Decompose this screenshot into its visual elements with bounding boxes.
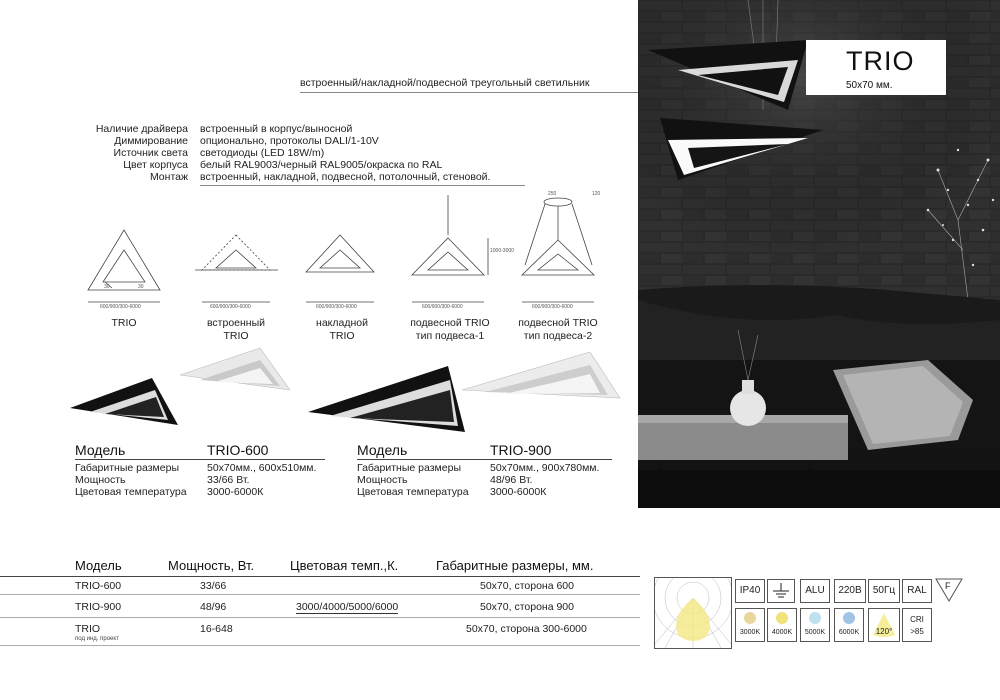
spec-value: светодиоды (LED 18W/m) <box>200 147 325 159</box>
cri-badge: CRI >85 <box>902 608 932 642</box>
f-class-label: F <box>945 581 951 591</box>
diag-mark-top2: 120 <box>592 191 601 197</box>
spec-label: Наличие драйвера <box>95 123 188 135</box>
diag-mark-30: 30 <box>138 284 144 290</box>
model1-row-value: 33/66 Вт. <box>207 474 250 486</box>
ral-badge: RAL <box>902 579 932 603</box>
model2-row-value: 50x70мм., 900x780мм. <box>490 462 600 474</box>
temp-color-dot <box>809 612 821 624</box>
model2-row-value: 48/96 Вт. <box>490 474 533 486</box>
diag-mark-top: 250 <box>548 191 557 197</box>
temp-3000-badge: 3000K <box>735 608 765 642</box>
table-cell-size: 50x70, сторона 900 <box>480 601 574 613</box>
temp-color-dot <box>744 612 756 624</box>
specs-divider <box>200 185 525 186</box>
diag-mark-30: 30 <box>104 284 110 290</box>
table-cell-model: TRIO <box>75 623 101 635</box>
spec-value: опционально, протоколы DALI/1-10V <box>200 135 379 147</box>
diag-dim: 600/900/300-6000 <box>532 304 573 310</box>
model1-name: TRIO-600 <box>207 442 269 458</box>
spec-value: встроенный, накладной, подвесной, потолочный, стеновой. <box>200 171 491 183</box>
table-header: Модель <box>75 558 122 573</box>
table-cell-power: 33/66 <box>200 580 227 592</box>
spec-label: Цвет корпуса <box>123 159 188 171</box>
diag-caption-builtin: встроенный TRIO <box>206 317 266 342</box>
diag-mark-hang: 1000-3000 <box>490 248 514 254</box>
model1-row-label: Цветовая температура <box>75 486 187 498</box>
mounting-diagrams <box>0 190 640 320</box>
table-row-divider <box>0 594 640 595</box>
table-header: Мощность, Вт. <box>168 558 255 573</box>
model2-row-value: 3000-6000К <box>490 486 547 498</box>
model1-row-label: Мощность <box>75 474 126 486</box>
temp-4000-badge: 4000K <box>767 608 797 642</box>
table-cell-size: 50x70, сторона 300-6000 <box>466 623 587 635</box>
ground-icon <box>767 579 795 603</box>
model1-header-label: Модель <box>75 442 126 458</box>
beam-angle-label: 120° <box>875 627 893 636</box>
frequency-badge: 50Гц <box>868 579 900 603</box>
table-row-divider <box>0 617 640 618</box>
diag-dim: 600/900/300-6000 <box>100 304 141 310</box>
table-cell-power: 48/96 <box>200 601 227 613</box>
light-distribution-icon <box>654 577 732 649</box>
beam-angle-badge <box>868 608 900 642</box>
model2-divider <box>357 459 612 460</box>
alu-badge: ALU <box>800 579 830 603</box>
product-size: 50x70 мм. <box>846 80 893 91</box>
spec-label: Монтаж <box>149 171 188 183</box>
tagline-divider <box>300 92 638 93</box>
table-cell-power: 16-648 <box>200 623 233 635</box>
table-header: Цветовая темп.,К. <box>290 558 399 573</box>
ip-rating-badge: IP40 <box>735 579 765 603</box>
diag-caption-surface: накладной TRIO <box>316 317 368 342</box>
temp-6000-badge: 6000K <box>834 608 864 642</box>
model1-divider <box>75 459 325 460</box>
model2-name: TRIO-900 <box>490 442 552 458</box>
title-box <box>806 40 946 95</box>
model2-row-label: Мощность <box>357 474 408 486</box>
model1-row-value: 3000-6000К <box>207 486 264 498</box>
table-cell-model: TRIO-900 <box>75 601 122 613</box>
table-cell-model: TRIO-600 <box>75 580 122 592</box>
table-header-divider <box>0 576 640 577</box>
spec-value: белый RAL9003/черный RAL9005/окраска по RAL <box>200 159 443 171</box>
diag-caption-susp1: подвесной TRIO тип подвеса-1 <box>410 317 490 342</box>
temp-color-dot <box>843 612 855 624</box>
spec-label: Диммирование <box>114 135 188 147</box>
table-bottom-divider <box>0 645 640 646</box>
product-tagline: встроенный/накладной/подвесной треугольный светильник <box>300 77 590 89</box>
temp-color-dot <box>776 612 788 624</box>
table-cell-temp: 3000/4000/5000/6000 <box>296 601 399 613</box>
diag-dim: 600/900/300-6000 <box>316 304 357 310</box>
model1-row-value: 50x70мм., 600x510мм. <box>207 462 317 474</box>
voltage-badge: 220В <box>834 579 866 603</box>
temp-5000-badge: 5000K <box>800 608 830 642</box>
table-header: Габаритные размеры, мм. <box>436 558 594 573</box>
model2-row-label: Цветовая температура <box>357 486 469 498</box>
spec-value: встроенный в корпус/выносной <box>200 123 353 135</box>
diag-caption-susp2: подвесной TRIO тип подвеса-2 <box>518 317 598 342</box>
product-title: TRIO <box>846 46 915 76</box>
diag-dim: 600/900/300-6000 <box>210 304 251 310</box>
diag-dim: 600/900/300-6000 <box>422 304 463 310</box>
product-renders <box>60 340 640 440</box>
model2-row-label: Габаритные размеры <box>357 462 461 474</box>
table-footnote: под инд. проект <box>75 636 119 642</box>
spec-label: Источник света <box>113 147 188 159</box>
model1-row-label: Габаритные размеры <box>75 462 179 474</box>
model2-header-label: Модель <box>357 442 408 458</box>
f-class-icon <box>934 577 964 603</box>
table-cell-size: 50x70, сторона 600 <box>480 580 574 592</box>
diag-caption-trio: TRIO <box>111 317 137 329</box>
